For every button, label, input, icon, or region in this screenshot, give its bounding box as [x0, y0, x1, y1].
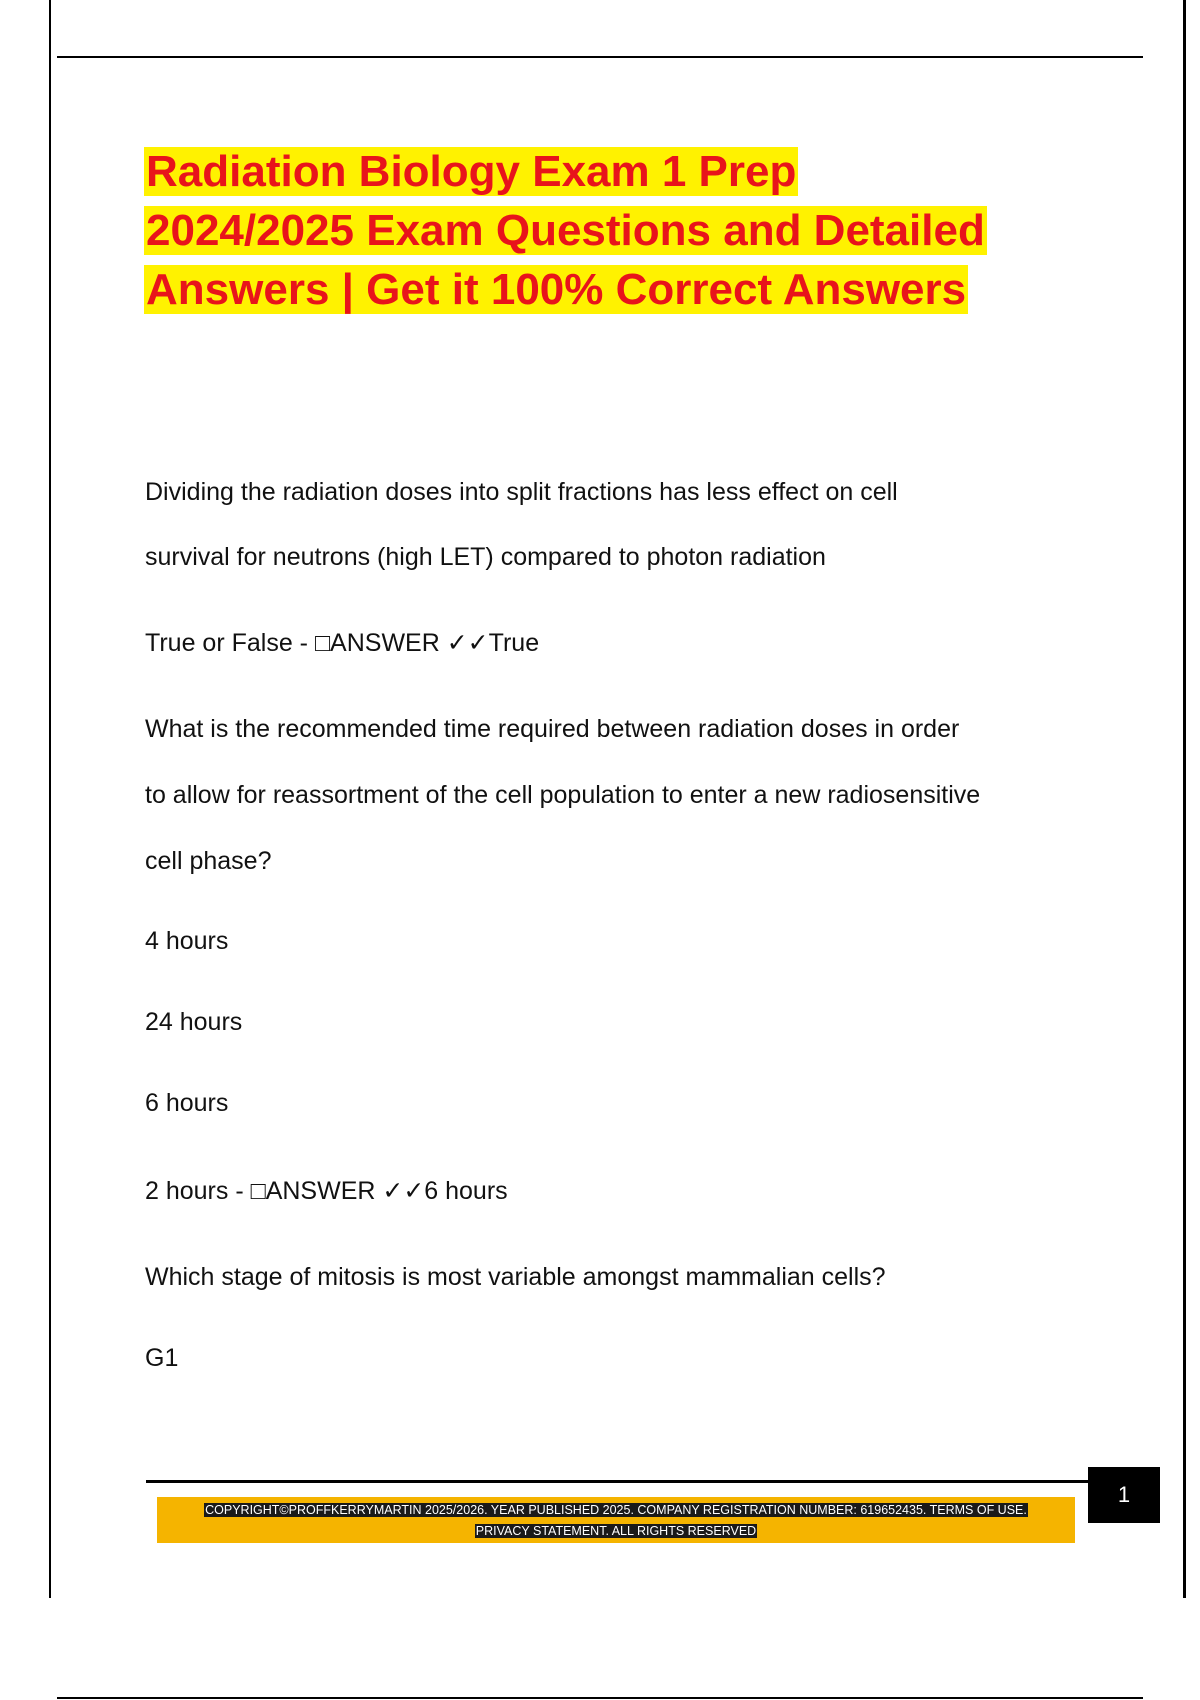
document-title	[144, 142, 1134, 319]
copyright-line: COPYRIGHT©PROFFKERRYMARTIN 2025/2026. YEAR PUBLISHED 2025. COMPANY REGISTRATION NUMBER: 619652435. TERMS OF USE.	[205, 1503, 1027, 1517]
page-border-right	[1183, 0, 1186, 1598]
answer-text: 2 hours - □ANSWER ✓✓6 hours	[145, 1177, 508, 1205]
title-line: Answers | Get it 100% Correct Answers	[146, 265, 967, 314]
question-text: survival for neutrons (high LET) compared to photon radiation	[145, 543, 826, 571]
question-text: Which stage of mitosis is most variable amongst mammalian cells?	[145, 1263, 886, 1291]
footer-rule	[146, 1480, 1089, 1483]
question-text: Dividing the radiation doses into split fractions has less effect on cell	[145, 478, 898, 506]
question-text: What is the recommended time required between radiation doses in order	[145, 715, 960, 743]
footer-copyright	[157, 1500, 1075, 1542]
option-text: 4 hours	[145, 927, 229, 955]
next-page-rule	[57, 1697, 1143, 1699]
page-number: 1	[1088, 1467, 1160, 1523]
title-line: 2024/2025 Exam Questions and Detailed	[146, 206, 985, 255]
title-line: Radiation Biology Exam 1 Prep	[146, 147, 797, 196]
question-text: to allow for reassortment of the cell population to enter a new radiosensitive	[145, 781, 981, 809]
copyright-line: PRIVACY STATEMENT. ALL RIGHTS RESERVED	[475, 1524, 757, 1538]
header-rule	[57, 56, 1143, 58]
page-border-left	[49, 0, 51, 1598]
option-text: 24 hours	[145, 1008, 243, 1036]
answer-text: True or False - □ANSWER ✓✓True	[145, 629, 540, 657]
option-text: G1	[145, 1344, 179, 1372]
question-text: cell phase?	[145, 847, 272, 875]
option-text: 6 hours	[145, 1089, 229, 1117]
